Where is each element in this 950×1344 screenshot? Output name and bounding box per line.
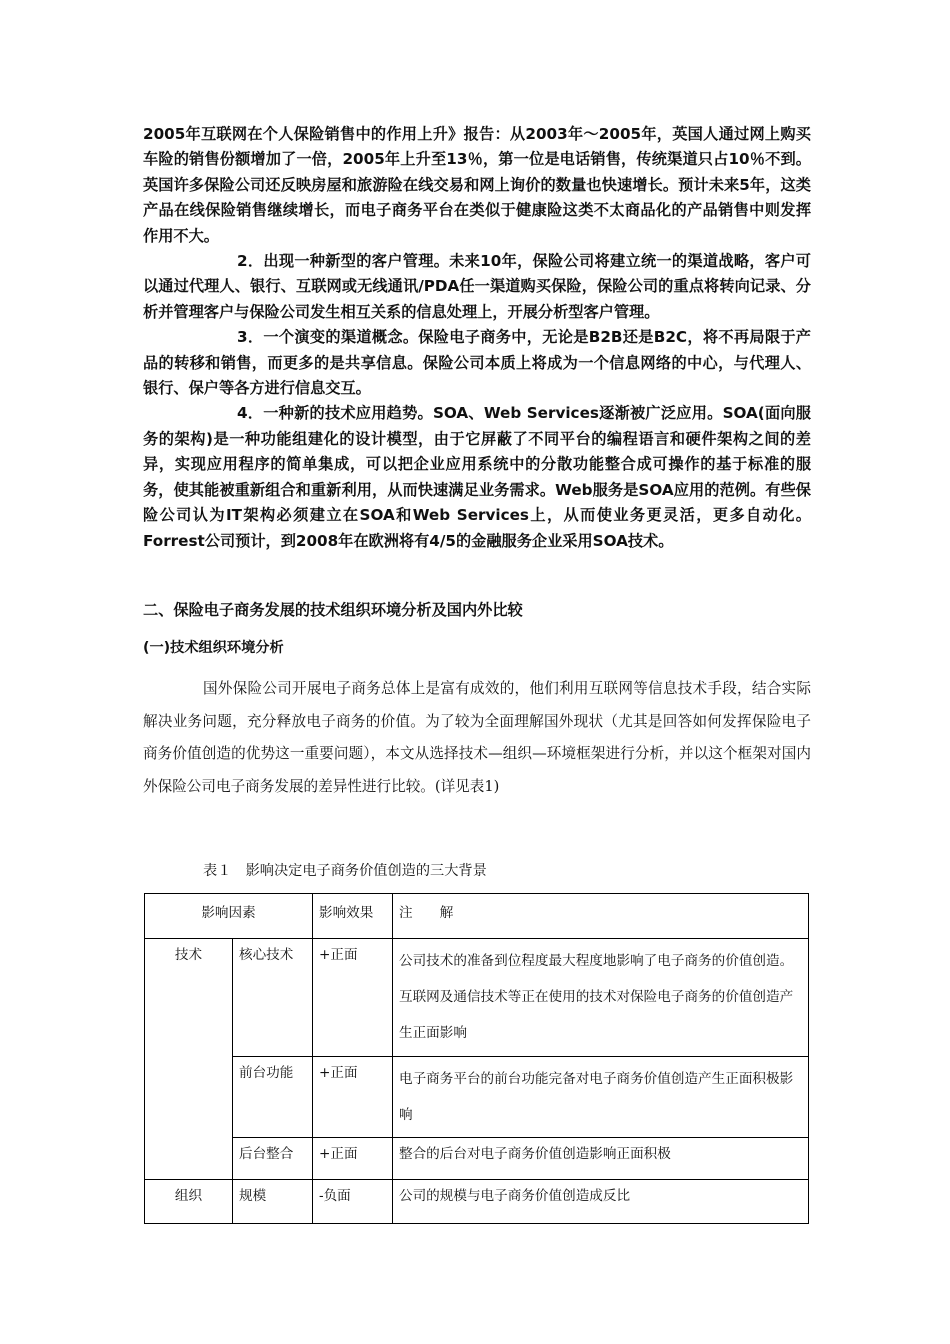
factor-cell: 规模: [233, 1180, 313, 1224]
subsection-heading: (一)技术组织环境分析: [143, 640, 284, 656]
category-organization: 组织: [145, 1180, 233, 1224]
paragraph-customer-management: 2．出现一种新型的客户管理。未来10年，保险公司将建立统一的渠道战略，客户可以通过代理人、银行、互联网或无线通讯/PDA任一渠道购买保险，保险公司的重点将转向记录、分析并管理客户与保险公司发生相互关系的信息处理上，开展分析型客户管理。: [143, 252, 811, 321]
paragraph-technology-trend: 4．一种新的技术应用趋势。SOA、Web Services逐渐被广泛应用。SOA(面向服务的架构)是一种功能组建化的设计模型，由于它屏蔽了不同平台的编程语言和硬件架构之间的差异，实现应用程序的简单集成，可以把企业应用系统中的分散功能整合成可操作的基于标准的服务，使其能被重新组合和重新利用，从而快速满足业务需求。Web服务是SOA应用的范例。有些保险公司认为IT架构必须建立在SOA和Web Services上，从而使业务更灵活，更多自动化。Forrest公司预计，到2008年在欧洲将有4/5的金融服务企业采用SOA技术。: [143, 404, 811, 550]
category-technology: 技术: [145, 939, 233, 1180]
body-paragraph: 国外保险公司开展电子商务总体上是富有成效的，他们利用互联网等信息技术手段，结合实际解决业务问题，充分释放电子商务的价值。为了较为全面理解国外现状（尤其是回答如何发挥保险电子商务价值创造的优势这一重要问题），本文从选择技术—组织—环境框架进行分析，并以这个框架对国内外保险公司电子商务发展的差异性进行比较。(详见表1): [143, 680, 811, 795]
factors-table: [144, 893, 809, 1224]
paragraph-channel-concept: 3．一个演变的渠道概念。保险电子商务中，无论是B2B还是B2C，将不再局限于产品的转移和销售，而更多的是共享信息。保险公司本质上将成为一个信息网络的中心，与代理人、银行、保户等各方进行信息交互。: [143, 328, 811, 398]
effect-cell: +正面: [313, 939, 393, 1057]
table-row: [145, 939, 809, 1057]
effect-cell: +正面: [313, 1057, 393, 1138]
factor-cell: 后台整合: [233, 1138, 313, 1180]
table-header-row: [145, 894, 809, 939]
note-cell: 公司的规模与电子商务价值创造成反比: [393, 1180, 809, 1224]
effect-cell: +正面: [313, 1138, 393, 1180]
header-note: 注 解: [393, 894, 809, 939]
bold-paragraph-block: [143, 122, 811, 554]
factor-cell: 前台功能: [233, 1057, 313, 1138]
note-cell: 整合的后台对电子商务价值创造影响正面积极: [393, 1138, 809, 1180]
table-row: [145, 1138, 809, 1180]
paragraph-uk-online-sales: 2005年互联网在个人保险销售中的作用上升》报告：从2003年～2005年，英国人通过网上购买车险的销售份额增加了一倍，2005年上升至13％，第一位是电话销售，传统渠道只占10％不到。英国许多保险公司还反映房屋和旅游险在线交易和网上询价的数量也快速增长。预计未来5年，这类产品在线保险销售继续增长，而电子商务平台在类似于健康险这类不太商品化的产品销售中则发挥作用不大。: [143, 125, 811, 245]
header-factor: 影响因素: [145, 894, 313, 939]
factor-cell: 核心技术: [233, 939, 313, 1057]
section-heading: 二、保险电子商务发展的技术组织环境分析及国内外比较: [143, 601, 523, 619]
table-row: [145, 1057, 809, 1138]
note-cell: 电子商务平台的前台功能完备对电子商务价值创造产生正面积极影响: [393, 1057, 809, 1138]
note-cell: 公司技术的准备到位程度最大程度地影响了电子商务的价值创造。互联网及通信技术等正在使用的技术对保险电子商务的价值创造产生正面影响: [393, 939, 809, 1057]
header-effect: 影响效果: [313, 894, 393, 939]
effect-cell: -负面: [313, 1180, 393, 1224]
table-row: [145, 1180, 809, 1224]
table-caption: 表１ 影响决定电子商务价值创造的三大背景: [203, 863, 487, 879]
